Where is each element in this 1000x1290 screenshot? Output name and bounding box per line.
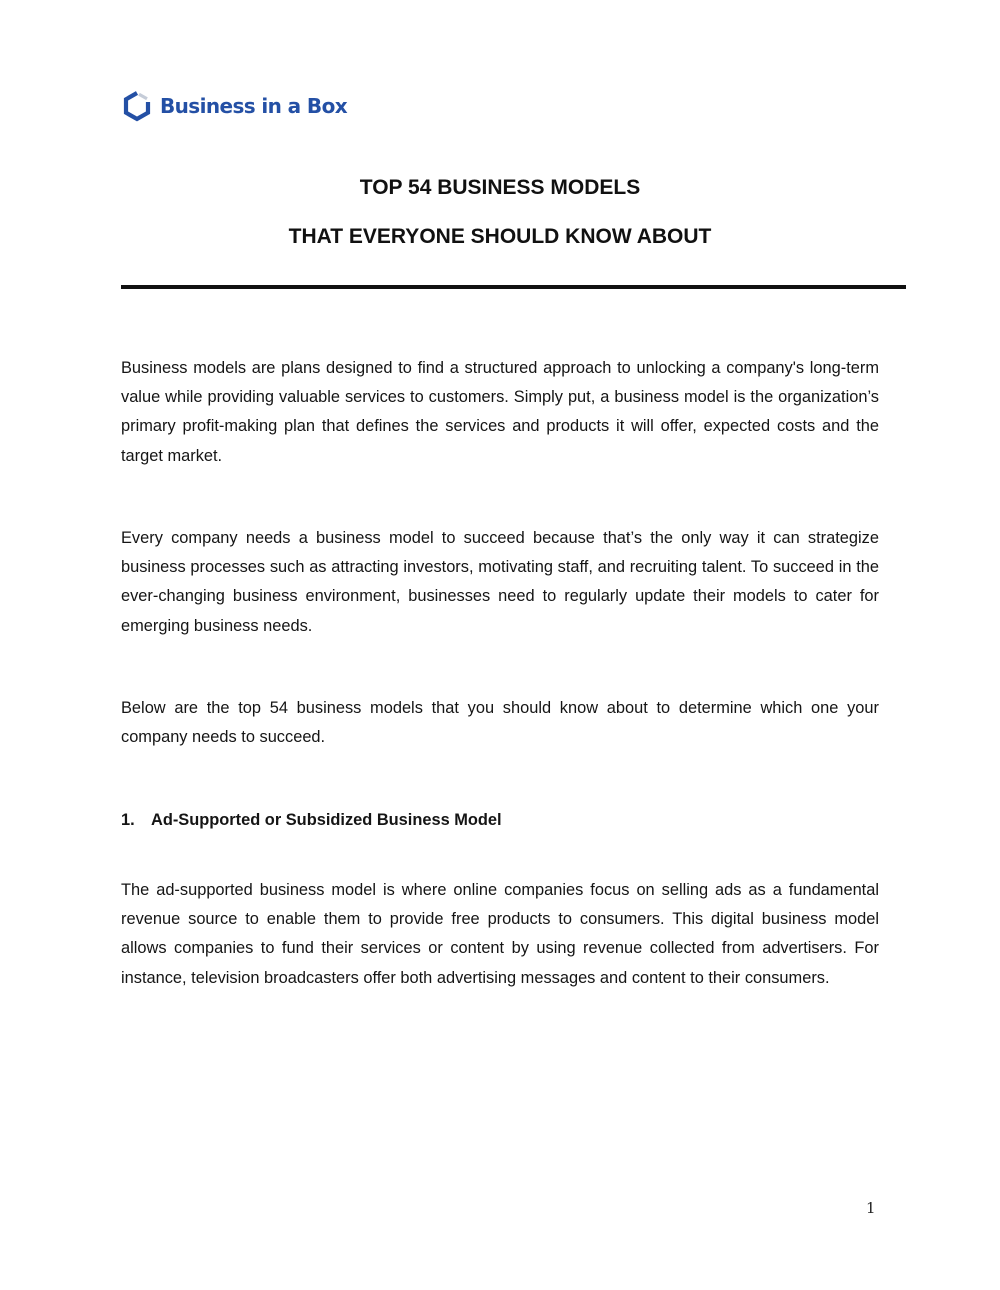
- intro-paragraph-3: Below are the top 54 business models that you should know about to determine which one your company needs to succeed.: [121, 699, 879, 747]
- section-heading-text: Ad-Supported or Subsidized Business Model: [151, 811, 502, 829]
- section-1-body: The ad-supported business model is where online companies focus on selling ads as a fundamental revenue source to enable them to provide free products to consumers. This digital business model allows companies to fund their services or content by using revenue collected from advertisers. For instance, television broadcasters offer both advertising messages and content to their consumers.: [121, 881, 879, 987]
- document-title-line-1: TOP 54 BUSINESS MODELS: [359, 176, 641, 199]
- intro-paragraph-1: Business models are plans designed to find a structured approach to unlocking a company's long-term value while providing valuable services to customers. Simply put, a business model is the organization’s primary profit-making plan that defines the services and products it will offer, expected costs and the target market.: [121, 359, 879, 465]
- document-title-line-2: THAT EVERYONE SHOULD KNOW ABOUT: [288, 225, 712, 248]
- section-heading-1: [121, 808, 502, 832]
- intro-paragraph-2: Every company needs a business model to succeed because that’s the only way it can strategize business processes such as attracting investors, motivating staff, and recruiting talent. To succeed in the ever-changing business environment, businesses need to regularly update their models to cater for emerging business needs.: [121, 529, 879, 635]
- hexagon-box-icon: [122, 90, 152, 122]
- title-divider: [121, 285, 906, 289]
- page-number: 1: [866, 1199, 876, 1217]
- section-number: 1.: [121, 811, 135, 829]
- brand-name: Business in a Box: [160, 94, 348, 118]
- brand-logo: [122, 89, 347, 123]
